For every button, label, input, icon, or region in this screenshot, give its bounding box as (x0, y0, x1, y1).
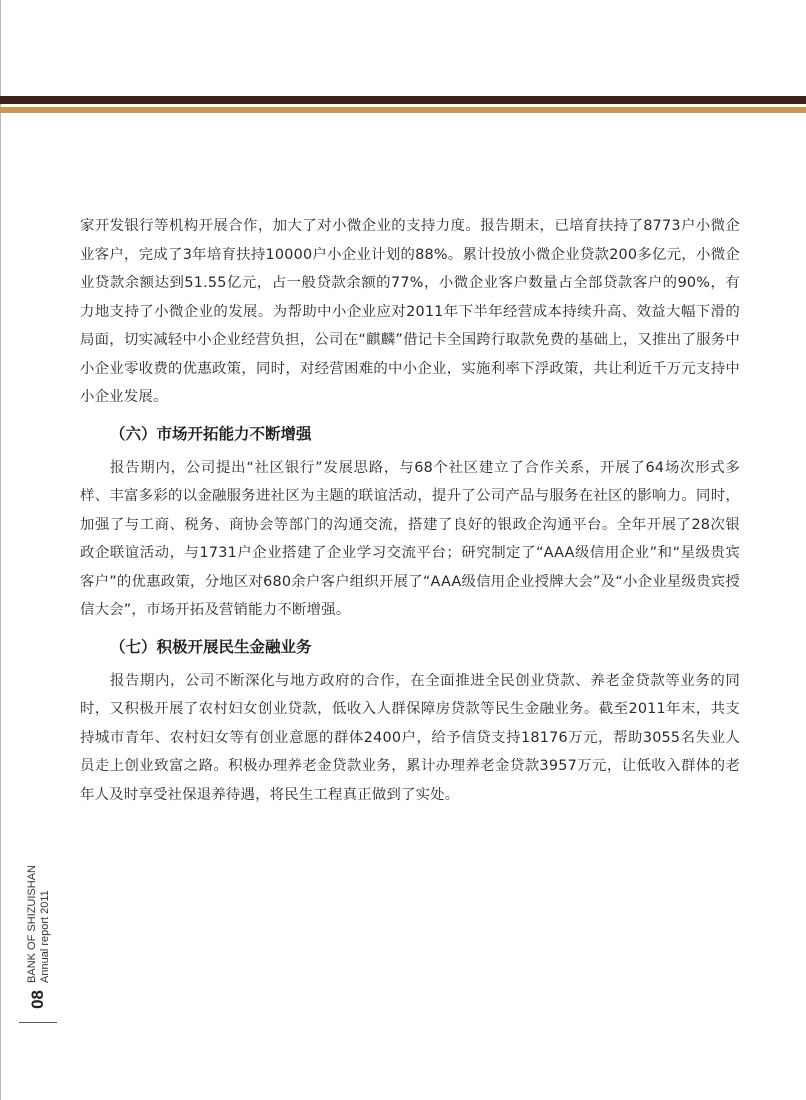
header-band-gold (0, 107, 806, 113)
page-left-border (0, 0, 1, 1100)
report-title: Annual report 2011 (39, 890, 51, 983)
section-heading-6: （六）市场开拓能力不断增强 (110, 424, 312, 443)
side-caption-text (26, 865, 52, 983)
paragraph-sme-support: 家开发银行等机构开展合作，加大了对小微企业的支持力度。报告期末，已培育扶持了8773户小微企业客户，完成了3年培育扶持10000户小企业计划的88%。累计投放小微企业贷款200多亿元，小微企业贷款余额达到51.55亿元，占一般贷款余额的77%，小微企业客户数量占全部贷款客户的90%，有力地支持了小微企业的发展。为帮助中小企业应对2011年下半年经营成本持续升高、效益大幅下滑的局面，切实减轻中小企业经营负担，公司在“麒麟”借记卡全国跨行取款免费的基础上，又推出了服务中小企业零收费的优惠政策，同时，对经营困难的中小企业，实施利率下浮政策，共让利近千万元支持中小企业发展。 (80, 218, 740, 405)
main-content (80, 212, 740, 809)
paragraph-livelihood-finance: 报告期内，公司不断深化与地方政府的合作，在全面推进全民创业贷款、养老金贷款等业务的同时，又积极开展了农村妇女创业贷款，低收入人群保障房贷款等民生金融业务。截至2011年末，共支持城市青年、农村妇女等有创业意愿的群体2400户，给予信贷支持18176万元，帮助3055名失业人员走上创业致富之路。积极办理养老金贷款业务，累计办理养老金贷款3957万元，让低收入群体的老年人及时享受社保退养待遇，将民生工程真正做到了实处。 (80, 672, 740, 803)
paragraph-market-expansion: 报告期内，公司提出“社区银行”发展思路，与68个社区建立了合作关系，开展了64场次形式多样、丰富多彩的以金融服务进社区为主题的联谊活动，提升了公司产品与服务在社区的影响力。同时，加强了与工商、税务、商协会等部门的沟通交流，搭建了良好的银政企沟通平台。全年开展了28次银政企联谊活动，与1731户企业搭建了企业学习交流平台；研究制定了“AAA级信用企业”和“星级贵宾客户”的优惠政策，分地区对680余户客户组织开展了“AAA级信用企业授牌大会”及“小企业星级贵宾授信大会”，市场开拓及营销能力不断增强。 (80, 459, 740, 618)
header-band-dark (0, 96, 806, 104)
section-heading-7: （七）积极开展民生金融业务 (110, 637, 312, 656)
bank-name: BANK OF SHIZUISHAN (26, 865, 38, 983)
page-number: 08 (28, 990, 47, 1009)
page-number-rule (19, 1022, 57, 1023)
